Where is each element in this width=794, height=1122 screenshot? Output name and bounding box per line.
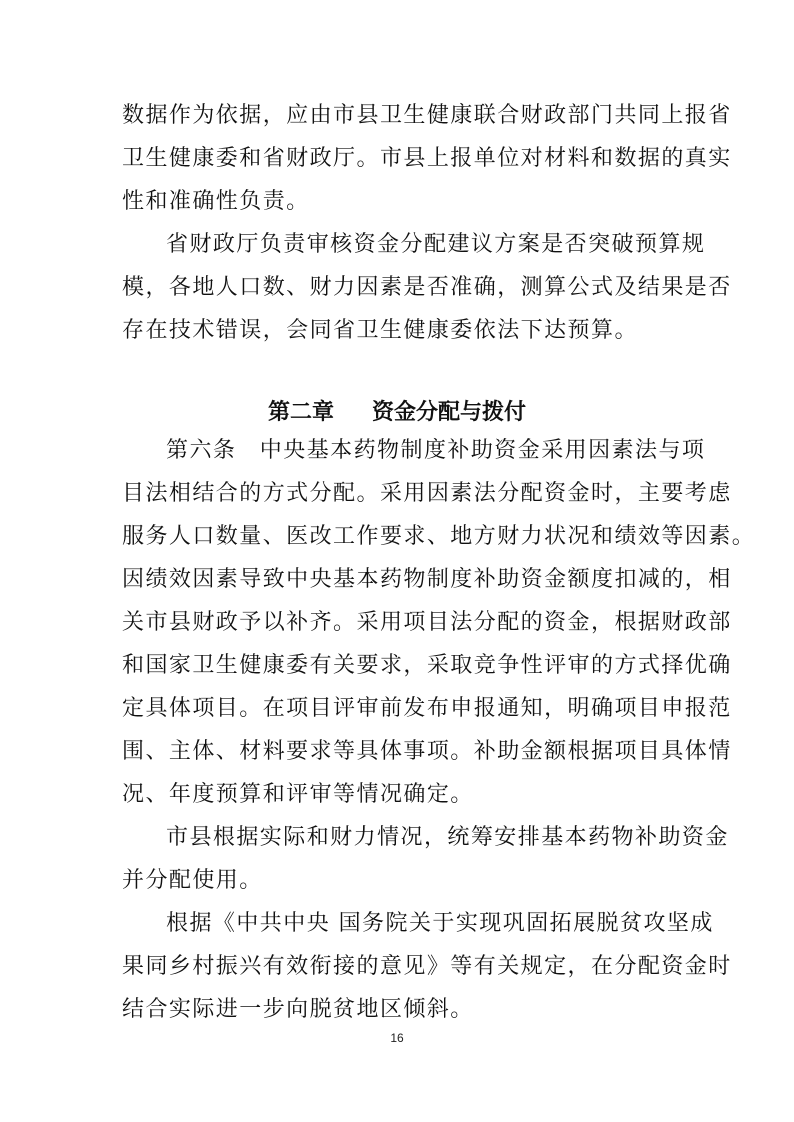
article-6-line-2: 目法相结合的方式分配。采用因素法分配资金时，主要考虑 bbox=[122, 481, 732, 506]
paragraph-1-line-2: 卫生健康委和省财政厅。市县上报单位对材料和数据的真实 bbox=[122, 146, 732, 171]
paragraph-policy-line-1: 根据《中共中央 国务院关于实现巩固拓展脱贫攻坚成 bbox=[166, 911, 714, 936]
paragraph-local-line-1: 市县根据实际和财力情况，统筹安排基本药物补助资金 bbox=[166, 825, 729, 850]
paragraph-1-line-1: 数据作为依据，应由市县卫生健康联合财政部门共同上报省 bbox=[122, 103, 732, 128]
article-6-line-8: 围、主体、材料要求等具体事项。补助金额根据项目具体情 bbox=[122, 739, 732, 764]
paragraph-1-line-3: 性和准确性负责。 bbox=[122, 189, 310, 214]
article-6-line-1: 第六条 中央基本药物制度补助资金采用因素法与项 bbox=[166, 438, 706, 463]
paragraph-policy-line-2: 果同乡村振兴有效衔接的意见》等有关规定，在分配资金时 bbox=[122, 954, 732, 979]
article-6-line-9: 况、年度预算和评审等情况确定。 bbox=[122, 782, 474, 807]
article-6-line-5: 关市县财政予以补齐。采用项目法分配的资金，根据财政部 bbox=[122, 610, 732, 635]
paragraph-2-line-1: 省财政厅负责审核资金分配建议方案是否突破预算规 bbox=[166, 232, 706, 257]
paragraph-2-line-2: 模，各地人口数、财力因素是否准确，测算公式及结果是否 bbox=[122, 275, 732, 300]
article-6-line-3: 服务人口数量、医改工作要求、地方财力状况和绩效等因素。 bbox=[122, 524, 756, 549]
paragraph-2-line-3: 存在技术错误，会同省卫生健康委依法下达预算。 bbox=[122, 318, 638, 343]
chapter-title: 资金分配与拨付 bbox=[372, 400, 527, 425]
paragraph-local-line-2: 并分配使用。 bbox=[122, 868, 263, 893]
article-6-line-6: 和国家卫生健康委有关要求，采取竞争性评审的方式择优确 bbox=[122, 653, 732, 678]
article-6-line-7: 定具体项目。在项目评审前发布申报通知，明确项目申报范 bbox=[122, 696, 732, 721]
page-number: 16 bbox=[390, 1031, 404, 1045]
chapter-number: 第二章 bbox=[267, 400, 334, 425]
paragraph-policy-line-3: 结合实际进一步向脱贫地区倾斜。 bbox=[122, 997, 474, 1022]
article-6-line-4: 因绩效因素导致中央基本药物制度补助资金额度扣减的，相 bbox=[122, 567, 732, 592]
chapter-heading bbox=[0, 398, 794, 428]
